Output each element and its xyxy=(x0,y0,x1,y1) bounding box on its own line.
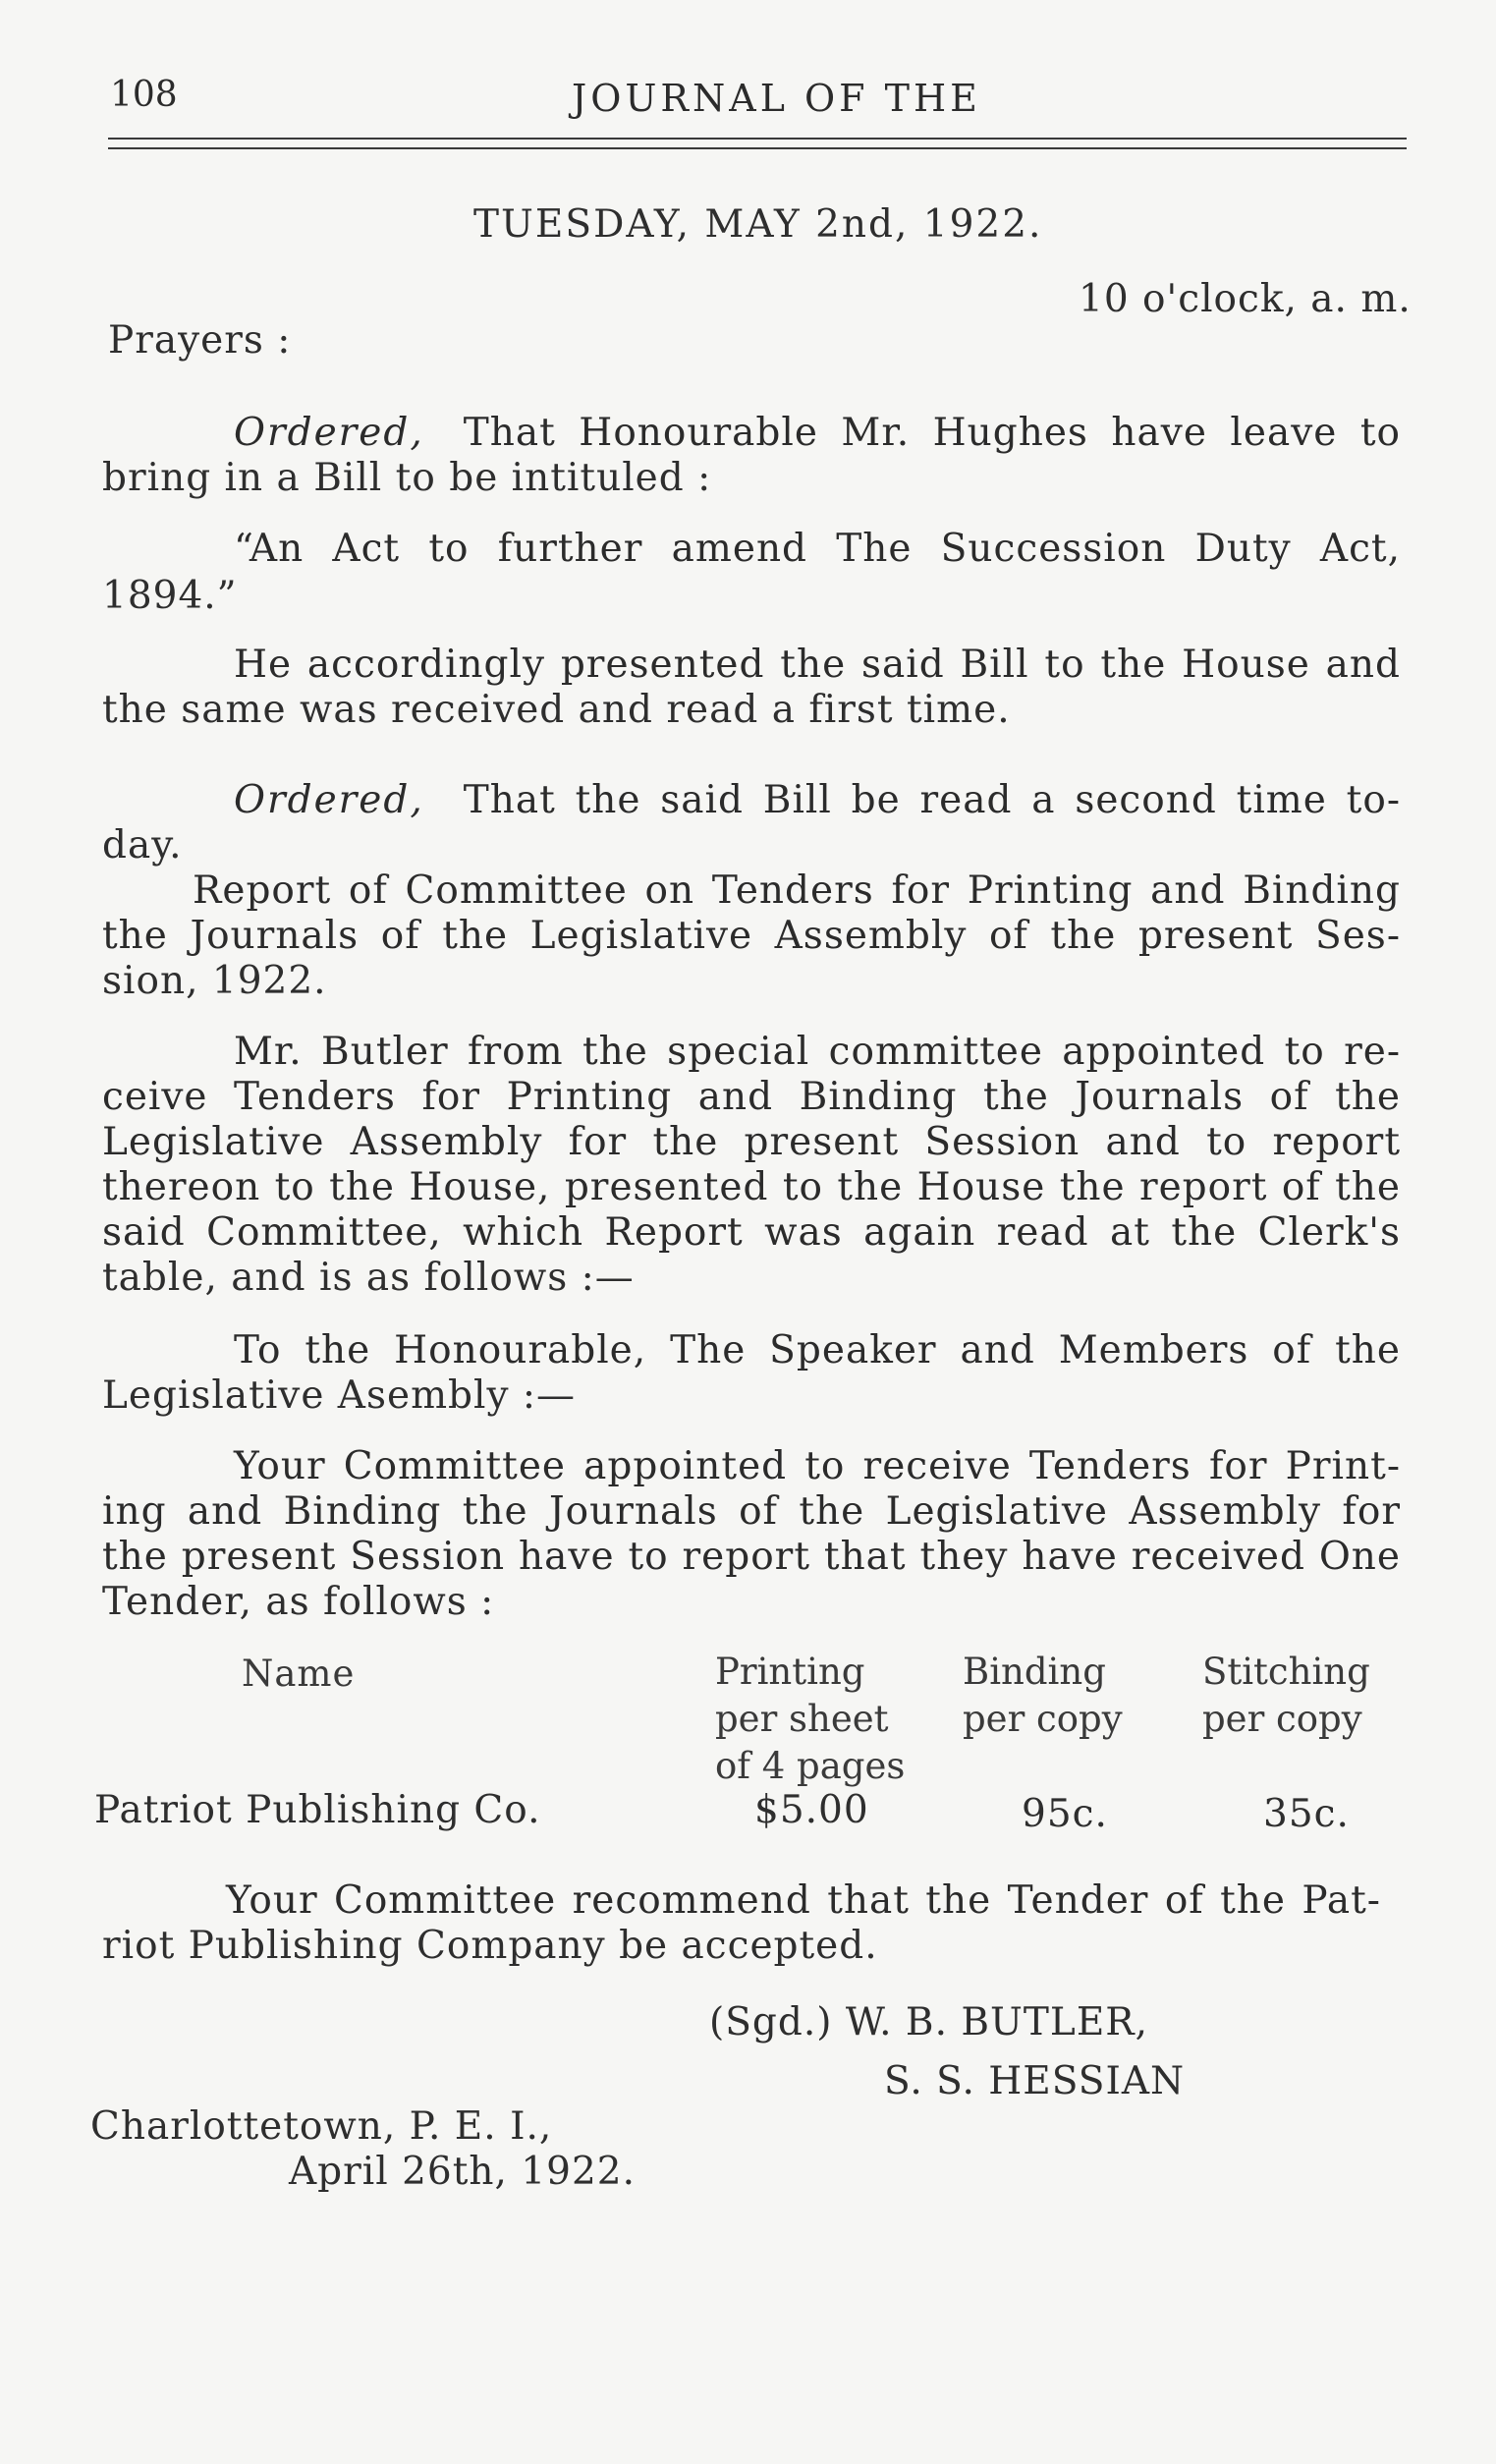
paragraph-line: ing and Binding the Journals of the Legislative Assembly for xyxy=(102,1489,1401,1534)
header-line: per copy xyxy=(1202,1698,1362,1740)
session-time: 10 o'clock, a. m. xyxy=(1079,277,1412,321)
table-header-name: Name xyxy=(242,1652,356,1695)
paragraph-line: the same was received and read a first time. xyxy=(102,688,1011,732)
report-heading-line: Report of Committee on Tenders for Printing and Binding xyxy=(193,868,1401,913)
address-line: Legislative Asembly :— xyxy=(102,1373,577,1418)
paragraph-line: the present Session have to report that they have received One xyxy=(102,1535,1401,1579)
table-header-printing xyxy=(715,1649,905,1790)
table-cell-name: Patriot Publishing Co. xyxy=(94,1788,541,1832)
paragraph-line: riot Publishing Company be accepted. xyxy=(102,1924,878,1968)
header-line: Stitching xyxy=(1202,1651,1370,1693)
paragraph-line: Your Committee appointed to receive Tenders for Print- xyxy=(234,1444,1401,1488)
act-title-year: 1894.” xyxy=(102,574,238,618)
header-rule-bottom xyxy=(108,147,1407,149)
paragraph-line: Your Committee recommend that the Tender of the Pat- xyxy=(226,1878,1381,1923)
date-heading: TUESDAY, MAY 2nd, 1922. xyxy=(473,202,1043,247)
report-heading-line: the Journals of the Legislative Assembly of the present Ses- xyxy=(102,914,1401,958)
prayers-line: Prayers : xyxy=(108,318,292,363)
header-line: per copy xyxy=(963,1698,1123,1740)
address-line: To the Honourable, The Speaker and Members of the xyxy=(234,1328,1401,1372)
paragraph-ordered-1 xyxy=(234,411,1401,455)
table-header-binding xyxy=(963,1649,1123,1743)
act-title-line: “An Act to further amend The Succession Duty Act, xyxy=(234,527,1401,571)
header-rule-top xyxy=(108,138,1407,140)
signature-line-1: (Sgd.) W. B. BUTLER, xyxy=(709,2000,1149,2044)
paragraph-line: table, and is as follows :— xyxy=(102,1256,635,1300)
table-cell-printing: $5.00 xyxy=(754,1788,869,1832)
table-cell-stitching: 35c. xyxy=(1263,1792,1350,1836)
ordered-label: Ordered, xyxy=(234,778,424,822)
ordered-label: Ordered, xyxy=(234,411,424,455)
paragraph-line: Tender, as follows : xyxy=(102,1580,495,1624)
header-line: Printing xyxy=(715,1651,865,1693)
table-cell-binding: 95c. xyxy=(1022,1792,1108,1836)
paragraph-line: said Committee, which Report was again read at the Clerk's xyxy=(102,1210,1401,1255)
signature-line-2: S. S. HESSIAN xyxy=(884,2059,1186,2103)
ordered-text: That the said Bill be read a second time to- xyxy=(463,778,1401,822)
header-line: of 4 pages xyxy=(715,1745,906,1787)
paragraph-line: Mr. Butler from the special committee appointed to re- xyxy=(234,1030,1401,1074)
header-line: per sheet xyxy=(715,1698,889,1740)
paragraph-line: He accordingly presented the said Bill to the House and xyxy=(234,643,1401,687)
date-line: April 26th, 1922. xyxy=(289,2150,636,2194)
paragraph-line: ceive Tenders for Printing and Binding the Journals of the xyxy=(102,1075,1401,1119)
paragraph-line: thereon to the House, presented to the House the report of the xyxy=(102,1165,1401,1209)
running-header: JOURNAL OF THE xyxy=(572,77,981,120)
table-header-stitching xyxy=(1202,1649,1370,1743)
place-line: Charlottetown, P. E. I., xyxy=(90,2104,553,2149)
paragraph-ordered-2 xyxy=(234,778,1401,822)
paragraph-line: day. xyxy=(102,823,183,868)
paragraph-line: bring in a Bill to be intituled : xyxy=(102,456,712,500)
paragraph-line: Legislative Assembly for the present Session and to report xyxy=(102,1120,1401,1164)
ordered-text: That Honourable Mr. Hughes have leave to xyxy=(463,411,1401,455)
header-line: Binding xyxy=(963,1651,1106,1693)
page-number: 108 xyxy=(110,75,178,115)
report-heading-line: sion, 1922. xyxy=(102,959,327,1003)
